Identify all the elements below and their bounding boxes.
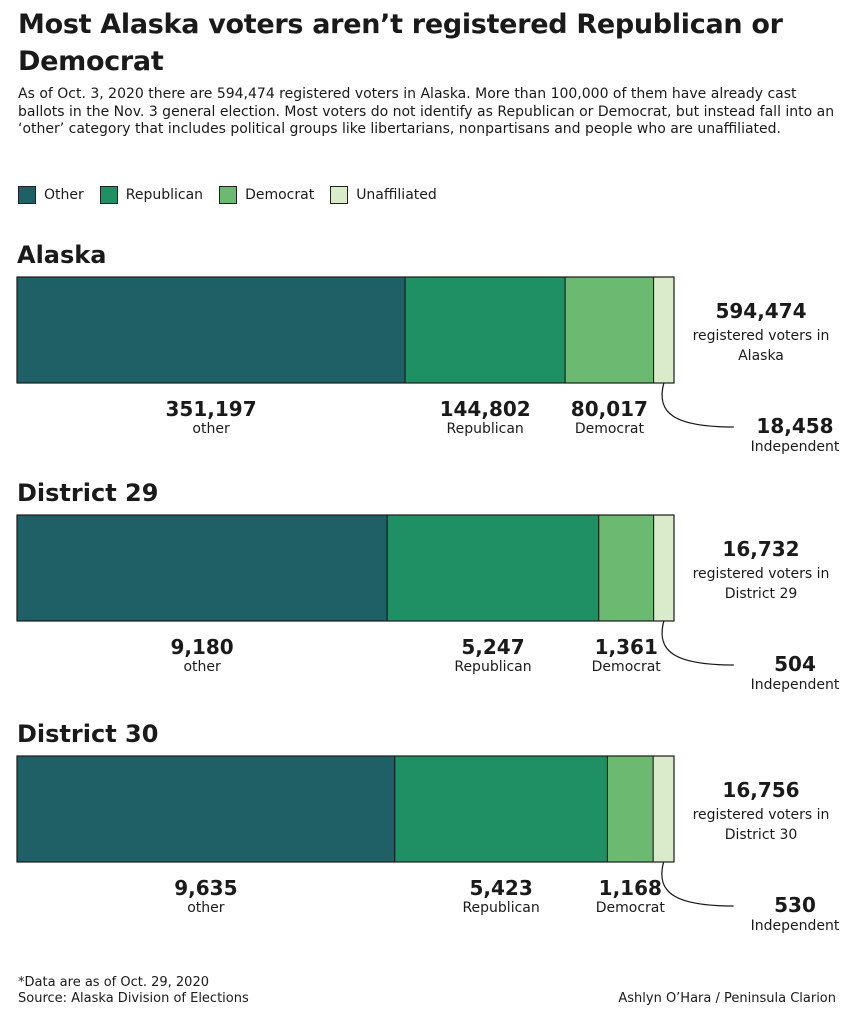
- legend-label-unaffiliated: Unaffiliated: [356, 187, 437, 203]
- category-label-district-29-republican: Republican: [454, 659, 532, 675]
- category-label-district-30-republican: Republican: [462, 900, 540, 916]
- category-label-district-29-other: other: [183, 659, 221, 675]
- bar-segment-district-30-republican: [395, 756, 608, 862]
- chart-title: Most Alaska voters aren’t registered Republican or Democrat: [18, 9, 783, 77]
- chart-subtitle: As of Oct. 3, 2020 there are 594,474 registered voters in Alaska. More than 100,000 of them have already cast ballots in the Nov. 3 general election. Most voters do not identify as Republican or Democrat, but instead fall into an ‘other’ category that includes political groups like libertarians, nonpartisans and people who are unaffiliated.: [18, 86, 835, 137]
- total-caption-line1-district-30: registered voters in: [692, 807, 830, 823]
- source-note: Source: Alaska Division of Elections: [18, 991, 249, 1006]
- category-label-district-30-democrat: Democrat: [595, 900, 665, 916]
- category-label-alaska-democrat: Democrat: [574, 421, 644, 437]
- bar-segment-district-30-independent: [653, 756, 674, 862]
- group-title-district-30: District 30: [17, 720, 159, 748]
- callout-line-district-30: [662, 862, 734, 906]
- total-value-alaska: 594,474: [715, 299, 807, 323]
- bar-segment-district-29-republican: [387, 515, 599, 621]
- bar-segment-district-30-democrat: [607, 756, 653, 862]
- callout-line-district-29: [662, 621, 734, 665]
- total-caption-line1-alaska: registered voters in: [692, 328, 830, 344]
- total-value-district-30: 16,756: [722, 778, 800, 802]
- legend-label-other: Other: [44, 187, 84, 203]
- category-label-alaska-republican: Republican: [446, 421, 524, 437]
- bar-segment-alaska-democrat: [565, 277, 653, 383]
- value-label-alaska-republican: 144,802: [439, 397, 531, 421]
- value-label-district-29-democrat: 1,361: [594, 635, 658, 659]
- bar-segment-district-30-other: [17, 756, 395, 862]
- total-caption-line2-district-30: District 30: [724, 827, 798, 843]
- group-title-alaska: Alaska: [17, 241, 107, 269]
- value-label-alaska-democrat: 80,017: [570, 397, 648, 421]
- value-label-district-30-republican: 5,423: [469, 876, 533, 900]
- value-label-district-30-independent: 530: [774, 893, 816, 917]
- credit-note: Ashlyn O’Hara / Peninsula Clarion: [618, 991, 836, 1006]
- legend-label-democrat: Democrat: [245, 187, 315, 203]
- category-label-district-29-independent: Independent: [750, 677, 840, 693]
- group-title-district-29: District 29: [17, 479, 159, 507]
- value-label-district-30-democrat: 1,168: [598, 876, 662, 900]
- bar-segment-alaska-republican: [405, 277, 565, 383]
- bar-segment-alaska-independent: [654, 277, 674, 383]
- footnote: *Data are as of Oct. 29, 2020: [18, 975, 209, 990]
- value-label-alaska-independent: 18,458: [756, 414, 834, 438]
- total-caption-line2-district-29: District 29: [724, 586, 798, 602]
- value-label-alaska-other: 351,197: [165, 397, 257, 421]
- total-value-district-29: 16,732: [722, 537, 800, 561]
- legend-label-republican: Republican: [125, 187, 204, 203]
- total-caption-line1-district-29: registered voters in: [692, 566, 830, 582]
- category-label-district-30-other: other: [187, 900, 225, 916]
- bar-segment-district-29-independent: [654, 515, 674, 621]
- total-caption-line2-alaska: Alaska: [738, 348, 784, 364]
- value-label-district-29-independent: 504: [774, 652, 816, 676]
- bar-segment-alaska-other: [17, 277, 405, 383]
- value-label-district-29-other: 9,180: [170, 635, 234, 659]
- category-label-district-29-democrat: Democrat: [591, 659, 661, 675]
- bar-segment-district-29-other: [17, 515, 387, 621]
- bar-segment-district-29-democrat: [599, 515, 654, 621]
- callout-line-alaska: [662, 383, 734, 427]
- value-label-district-29-republican: 5,247: [461, 635, 525, 659]
- value-label-district-30-other: 9,635: [174, 876, 238, 900]
- category-label-alaska-other: other: [192, 421, 230, 437]
- category-label-district-30-independent: Independent: [750, 918, 840, 934]
- category-label-alaska-independent: Independent: [750, 439, 840, 455]
